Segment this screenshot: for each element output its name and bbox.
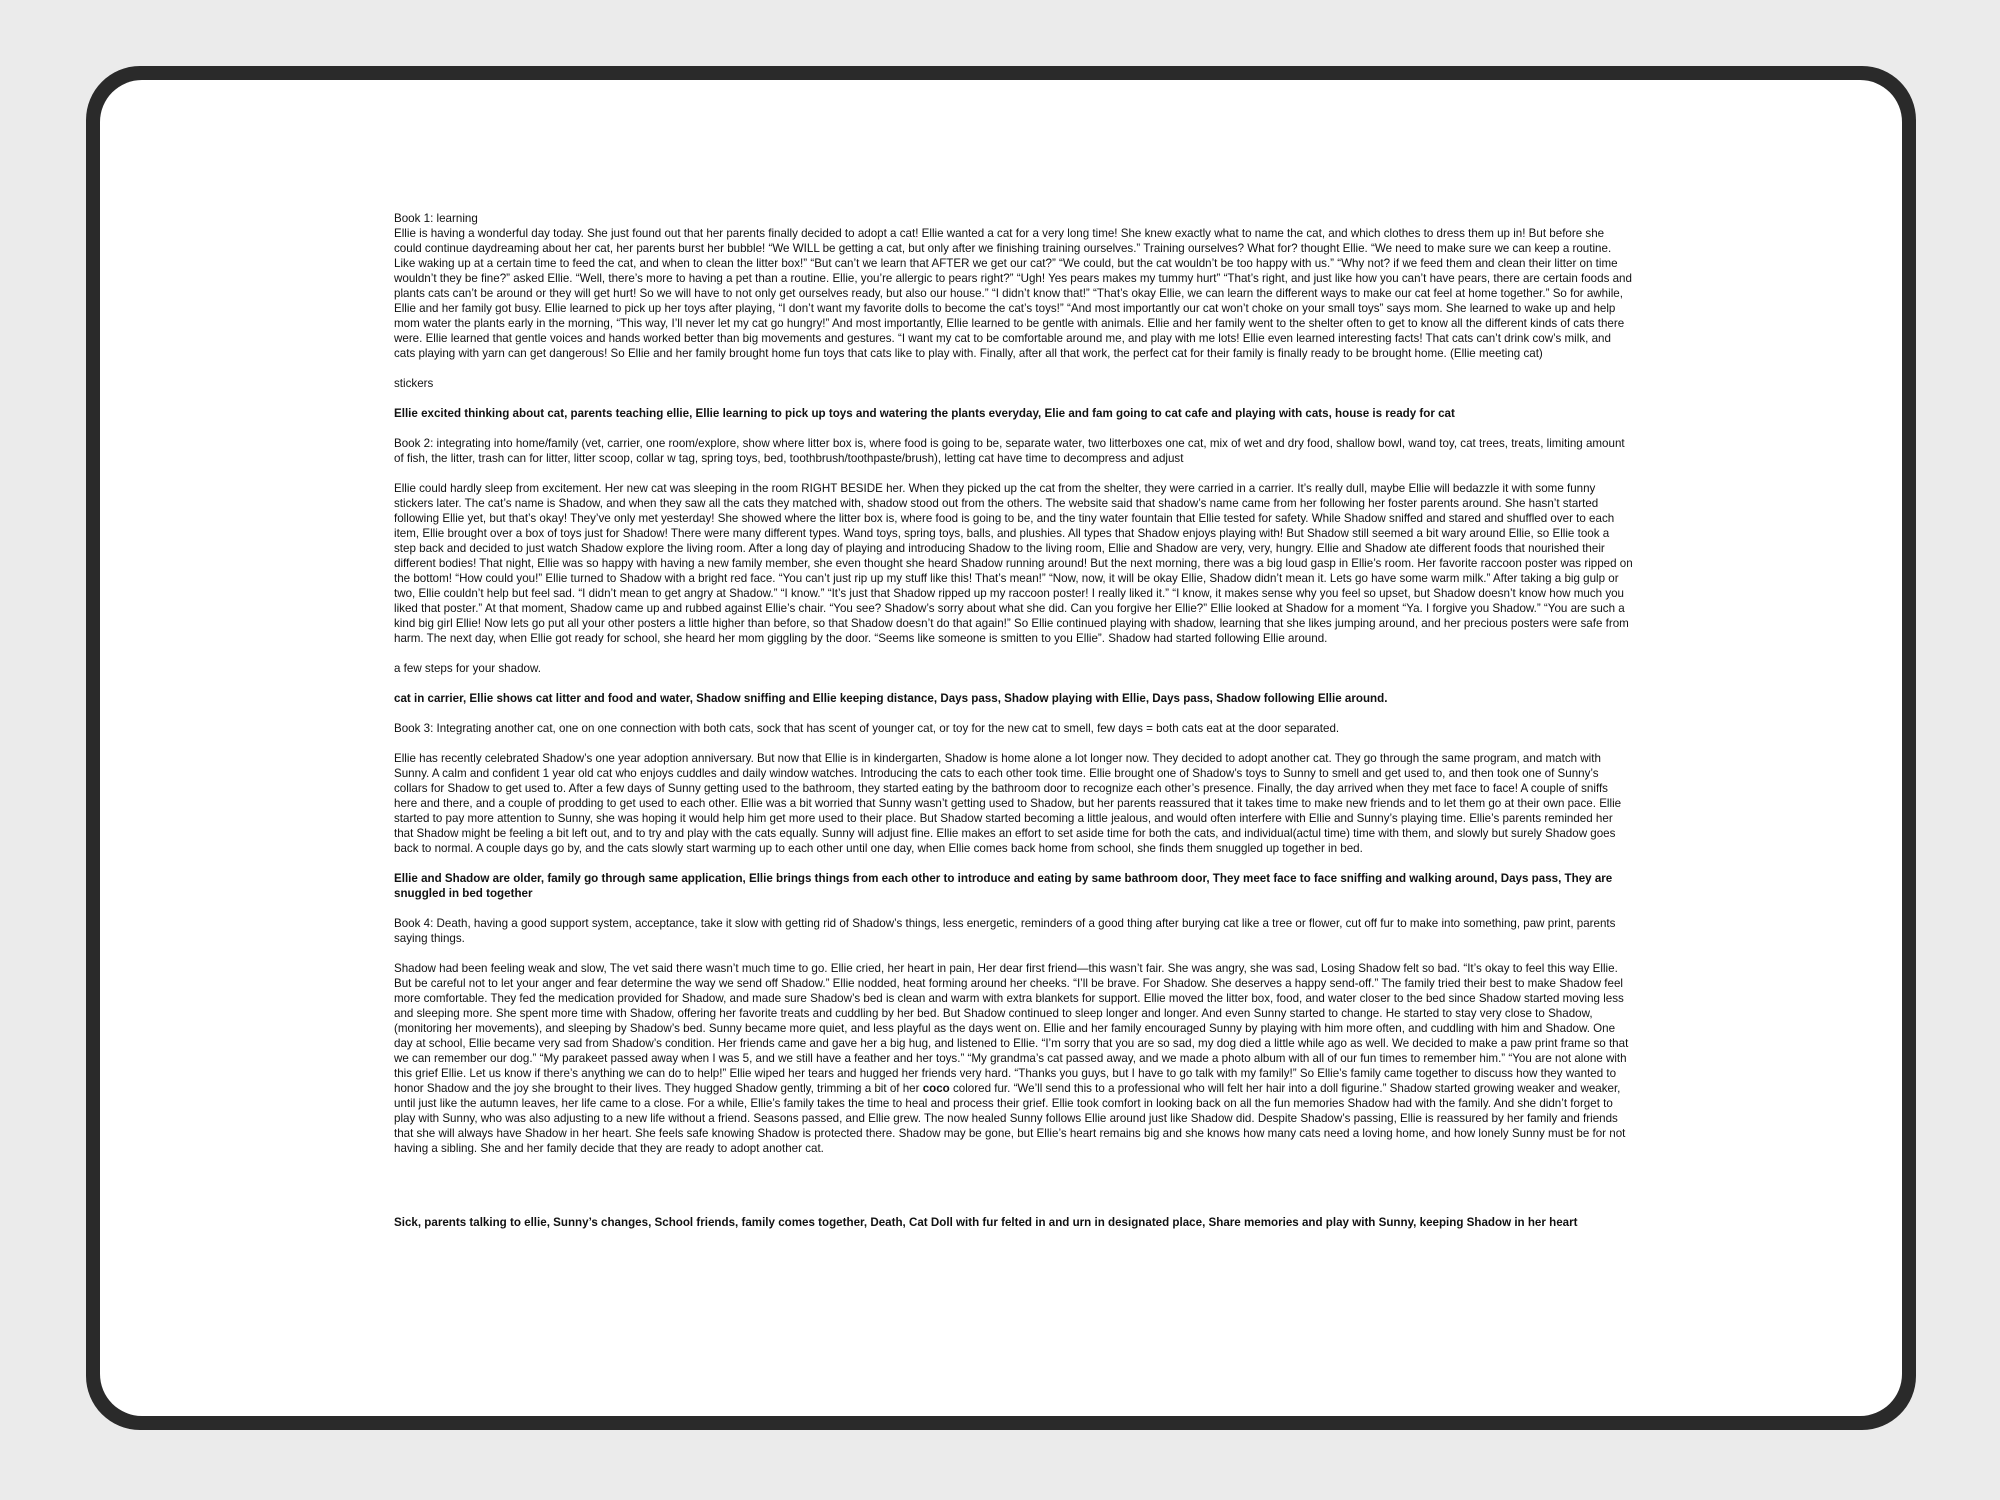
book1-note: stickers [394,377,434,390]
screen [100,80,1902,1416]
book2-scenes: cat in carrier, Ellie shows cat litter and food and water, Shadow sniffing and Ellie keeping distance, Days pass, Shadow playing with Ellie, Days pass, Shadow following Ellie around. [394,692,1388,705]
book1-story: Ellie is having a wonderful day today. She just found out that her parents finally decided to adopt a cat! Ellie wanted a cat for a very long time! She knew exactly what to name the cat, and which clothes to dress them up in! But before she could continue daydreaming about her cat, her parents burst her bubble! “We WILL be getting a cat, but only after we finishing training ourselves.” Training ourselves? What for? thought Ellie. “We need to make sure we can keep a routine. Like waking up at a certain time to feed the cat, and when to clean the litter box!” “But can’t we learn that AFTER we get our cat?” “We could, but the cat wouldn’t be too happy with us.” “Why not? if we feed them and clean their litter on time wouldn’t they be fine?” asked Ellie. “Well, there’s more to having a pet than a routine. Ellie, you’re allergic to pears right?” “Ugh! Yes pears makes my tummy hurt” “That’s right, and just like how you can’t have pears, there are certain foods and plants cats can’t be around or they will get hurt! So we will have to not only get ourselves ready, but also our house.” “I didn’t know that!” “That’s okay Ellie, we can learn the different ways to make our cat feel at home together.” So for awhile, Ellie and her family got busy. Ellie learned to pick up her toys after playing, “I don’t want my favorite dolls to become the cat’s toys!” “And most importantly our cat won’t choke on your small toys” says mom. She learned to wake up and help mom water the plants early in the morning, “This way, I’ll never let my cat go hungry!” And most importantly, Ellie learned to be gentle with animals. Ellie and her family went to the shelter often to get to know all the different kinds of cats there were. Ellie learned that gentle voices and hands worked better than big movements and gestures. “I want my cat to be comfortable around me, and play with me lots! Ellie even learned interesting facts! That cats can’t drink cow’s milk, and cats playing with yarn can get dangerous! So Ellie and her family brought home fun toys that cats like to play with. Finally, after all that work, the perfect cat for their family is finally ready to be brought home. (Ellie meeting cat) [394,227,1632,360]
spacer [394,1156,1634,1215]
book2-title: Book 2: integrating into home/family (vet, carrier, one room/explore, show where litter box is, where food is going to be, separate water, two litterboxes one cat, mix of wet and dry food, shallow bowl, wand toy, cat trees, treats, limiting amount of fish, the litter, trash can for litter, litter scoop, collar w tag, spring toys, bed, toothbrush/toothpaste/brush), letting cat have time to decompress and adjust [394,437,1625,465]
book2-note: a few steps for your shadow. [394,662,541,675]
book1-scenes: Ellie excited thinking about cat, parents teaching ellie, Ellie learning to pick up toys and watering the plants everyday, Elie and fam going to cat cafe and playing with cats, house is ready for cat [394,407,1455,420]
book4-title: Book 4: Death, having a good support system, acceptance, take it slow with getting rid of Shadow’s things, less energetic, reminders of a good thing after burying cat like a tree or flower, cut off fur to make into something, paw print, parents saying things. [394,917,1616,945]
book4-scenes: Sick, parents talking to ellie, Sunny’s changes, School friends, family comes together, Death, Cat Doll with fur felted in and urn in designated place, Share memories and play with Sunny, keeping Shadow in her heart [394,1216,1578,1229]
book4-story-bold-word: coco [922,1082,950,1095]
book4-story-part1: Shadow had been feeling weak and slow, The vet said there wasn’t much time to go. Ellie cried, her heart in pain, Her dear first friend—this wasn’t fair. She was angry, she was sad, Losing Shadow felt so bad. “It’s okay to feel this way Ellie. But be careful not to let your anger and fear determine the way we send off Shadow.” Ellie nodded, heat forming around her cheeks. “I’ll be brave. For Shadow. She deserves a happy send-off.” The family tried their best to make Shadow feel more comfortable. They fed the medication provided for Shadow, and made sure Shadow’s bed is clean and warm with extra blankets for support. Ellie moved the litter box, food, and water closer to the bed since Shadow started moving less and sleeping more. She spent more time with Shadow, offering her favorite treats and cuddling by her bed. But Shadow continued to sleep longer and longer. And even Sunny started to change. He started to stay very close to Shadow, (monitoring her movements), and sleeping by Shadow’s bed. Sunny became more quiet, and less playful as the days went on. Ellie and her family encouraged Sunny by playing with him more often, and cuddling with him and Shadow. One day at school, Ellie became very sad from Shadow’s condition. Her friends came and gave her a big hug, and listened to Ellie. “I’m sorry that you are so sad, my dog died a little while ago as well. We decided to make a paw print frame so that we can remember our dog.” “My parakeet passed away when I was 5, and we still have a feather and her toys.” “My grandma’s cat passed away, and we made a photo album with all of our fun times to remember him.” “You are not alone with this grief Ellie. Let us know if there’s anything we can do to help!” Ellie wiped her tears and hugged her friends very hard. “Thanks you guys, but I have to go talk with my family!” So Ellie’s family came together to discuss how they wanted to honor Shadow and the joy she brought to their lives. They hugged Shadow gently, trimming a bit of her [394,962,1629,1095]
book2-story: Ellie could hardly sleep from excitement. Her new cat was sleeping in the room RIGHT BESIDE her. When they picked up the cat from the shelter, they were carried in a carrier. It’s really dull, maybe Ellie will bedazzle it with some funny stickers later. The cat’s name is Shadow, and when they saw all the cats they matched with, shadow stood out from the others. The website said that shadow’s name came from her following her foster parents around. She hasn’t started following Ellie yet, but that’s okay! They’ve only met yesterday! She showed where the litter box is, where food is going to be, and the tiny water fountain that Ellie tested for safety. While Shadow sniffed and stared and shuffled over to each item, Ellie brought over a box of toys just for Shadow! There were many different types. Wand toys, spring toys, balls, and plushies. All types that Shadow enjoys playing with! But Shadow still seemed a bit wary around Ellie, so Ellie took a step back and decided to just watch Shadow explore the living room. After a long day of playing and introducing Shadow to the living room, Ellie and Shadow are very, very, hungry. Ellie and Shadow ate different foods that nourished their different bodies! That night, Ellie was so happy with having a new family member, she even thought she heard Shadow running around! But the next morning, there was a big loud gasp in Ellie’s room. Her favorite raccoon poster was ripped on the bottom! “How could you!” Ellie turned to Shadow with a bright red face. “You can’t just rip up my stuff like this! That’s mean!” “Now, now, it will be okay Ellie, Shadow didn’t mean it. Lets go have some warm milk.” After taking a big gulp or two, Ellie couldn’t help but feel sad. “I didn’t mean to get angry at Shadow.” “I know.” “It’s just that Shadow ripped up my raccoon poster! I really liked it.” “I know, it makes sense why you feel so upset, but Shadow doesn’t know how much you liked that poster.” At that moment, Shadow came up and rubbed against Ellie’s chair. “You see? Shadow’s sorry about what she did. Can you forgive her Ellie?” Ellie looked at Shadow for a moment “Ya. I forgive you Shadow.” “You are such a kind big girl Ellie! Now lets go put all your other posters a little higher than before, so that Shadow doesn’t do that again!” So Ellie continued playing with shadow, learning that she likes jumping around, and her precious posters were safe from harm. The next day, when Ellie got ready for school, she heard her mom giggling by the door. “Seems like someone is smitten to you Ellie”. Shadow had started following Ellie around. [394,482,1633,645]
device-frame [86,66,1916,1430]
document-body [394,211,1634,1245]
book4-story-part2: colored fur. “We’ll send this to a professional who will felt her hair into a doll figurine.” Shadow started growing weaker and weaker, until just like the autumn leaves, her life came to a close. For a while, Ellie’s family takes the time to heal and process their grief. Ellie took comfort in looking back on all the fun memories Shadow had with the family. And she didn’t forget to play with Sunny, who was also adjusting to a new life without a friend. Seasons passed, and Ellie grew. The now healed Sunny follows Ellie around just like Shadow did. Despite Shadow’s passing, Ellie is reassured by her family and friends that she will always have Shadow in her heart. She feels safe knowing Shadow is protected there. Shadow may be gone, but Ellie’s heart remains big and she knows how many cats need a loving home, and how lonely Sunny must be for not having a sibling. She and her family decide that they are ready to adopt another cat. [394,1082,1626,1155]
book4-story [394,961,1634,1156]
book3-scenes: Ellie and Shadow are older, family go through same application, Ellie brings things from each other to introduce and eating by same bathroom door, They meet face to face sniffing and walking around, Days pass, They are snuggled in bed together [394,872,1613,900]
book3-title: Book 3: Integrating another cat, one on one connection with both cats, sock that has scent of younger cat, or toy for the new cat to smell, few days = both cats eat at the door separated. [394,722,1340,735]
book3-story: Ellie has recently celebrated Shadow’s one year adoption anniversary. But now that Ellie is in kindergarten, Shadow is home alone a lot longer now. They decided to adopt another cat. They go through the same program, and match with Sunny. A calm and confident 1 year old cat who enjoys cuddles and daily window watches. Introducing the cats to each other took time. Ellie brought one of Shadow’s toys to Sunny to smell and get used to, and then took one of Sunny’s collars for Shadow to get used to. After a few days of Sunny getting used to the bathroom, they started eating by the bathroom door to recognize each other’s presence. Finally, the day arrived when they met face to face! A couple of sniffs here and there, and a couple of prodding to get used to each other. Ellie was a bit worried that Sunny wasn’t getting used to Shadow, but her parents reassured that it takes time to make new friends and to let them go at their own pace. Ellie started to pay more attention to Sunny, she was hoping it would help him get more used to their place. But Shadow started becoming a little jealous, and would often interfere with Ellie and Sunny’s playing time. Ellie’s parents reminded her that Shadow might be feeling a bit left out, and to try and play with the cats equally. Sunny will adjust fine. Ellie makes an effort to set aside time for both the cats, and individual(actul time) time with them, and slowly but surely Shadow goes back to normal. A couple days go by, and the cats slowly start warming up to each other until one day, when Ellie comes back home from school, she finds them snuggled up together in bed. [394,752,1622,855]
book1-title: Book 1: learning [394,212,478,225]
